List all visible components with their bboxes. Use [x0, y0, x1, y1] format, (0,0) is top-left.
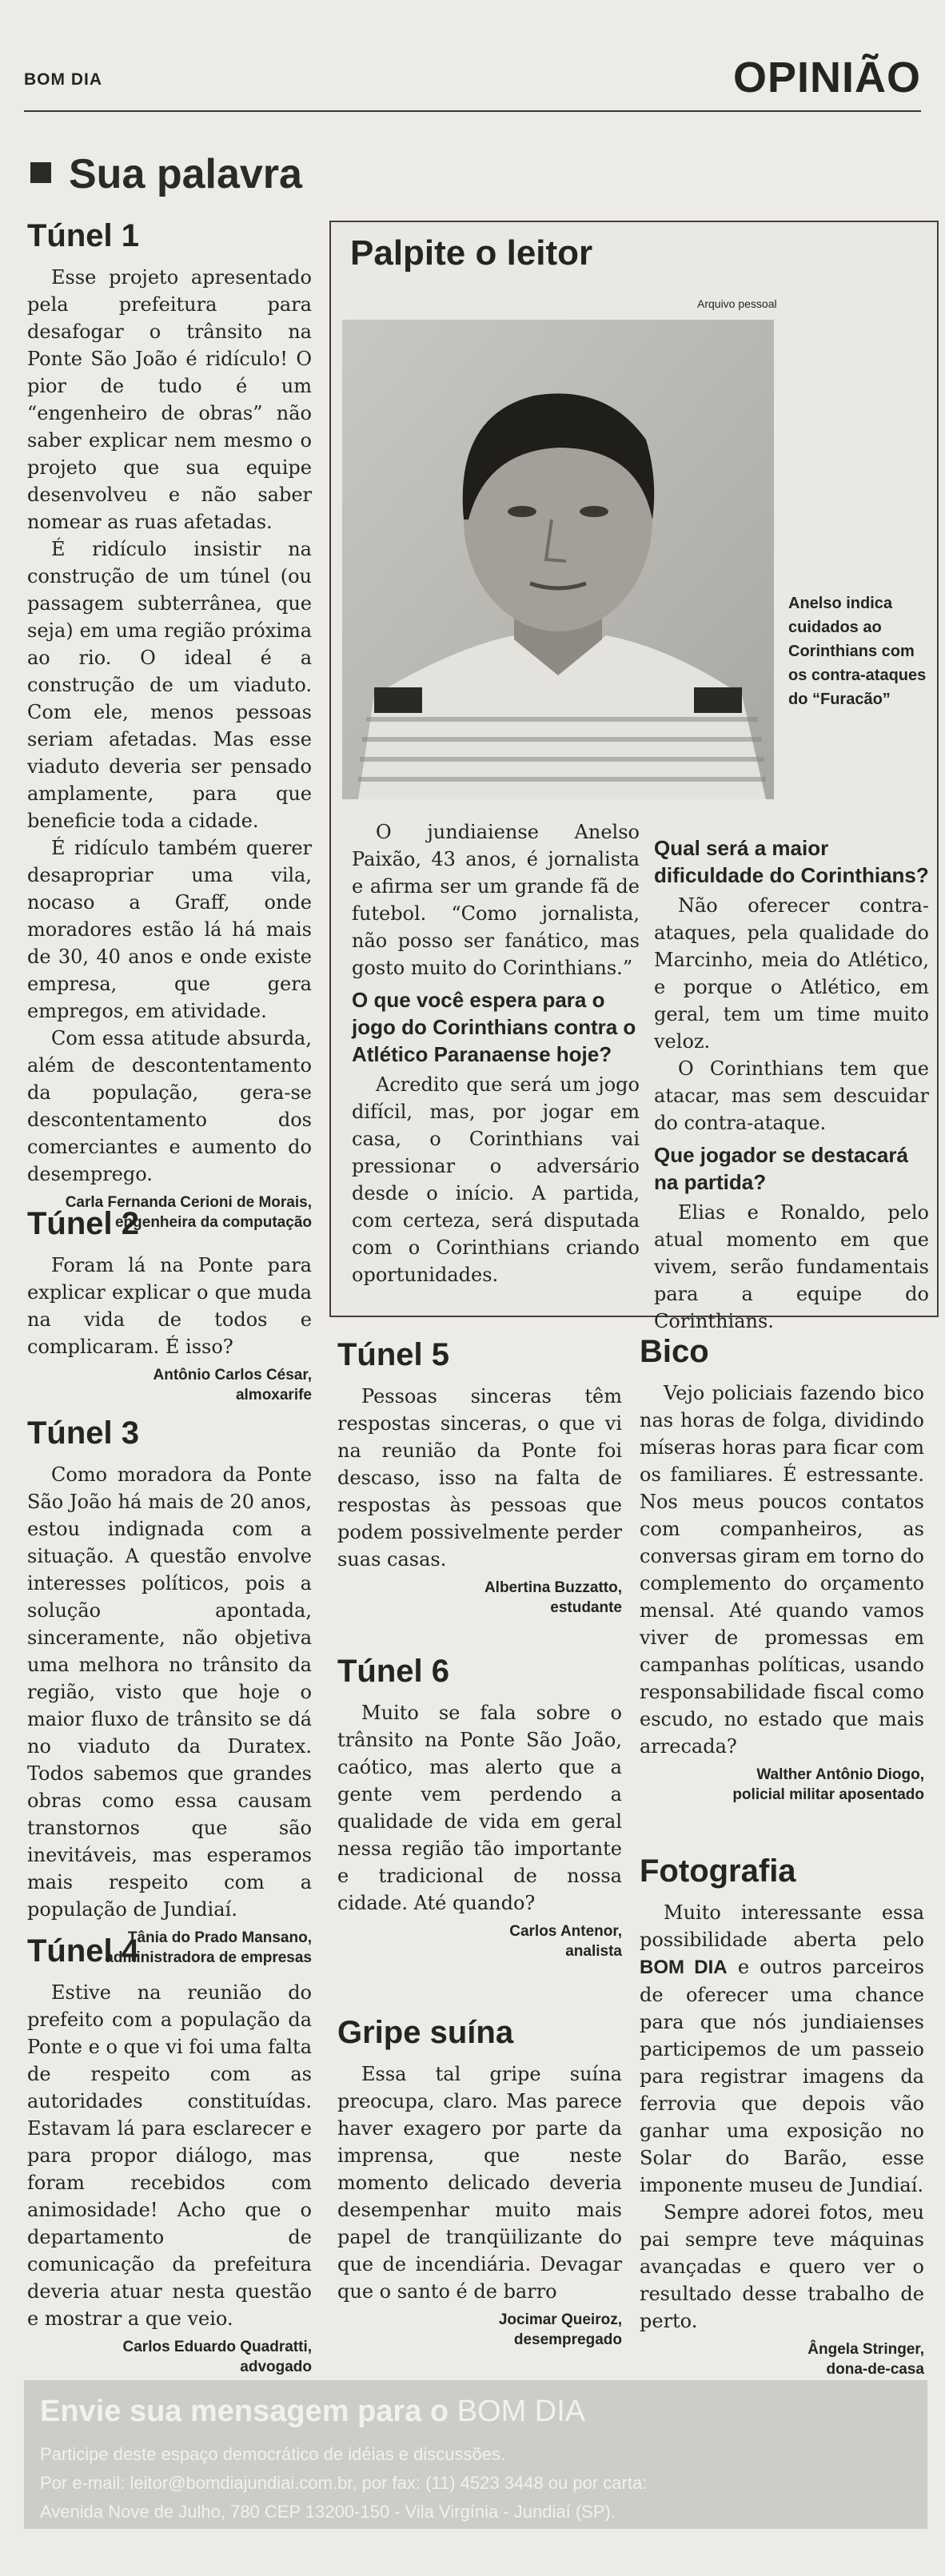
letter-paragraph [640, 1899, 924, 2199]
banner-address-line: Avenida Nove de Julho, 780 CEP 13200-150 - Vila Virgínia - Jundiaí (SP). [40, 2502, 616, 2522]
letter-title: Túnel 3 [27, 1415, 140, 1451]
palpite-answer: O Corinthians tem que atacar, mas sem descuidar do contra-ataque. [654, 1057, 929, 1134]
author-role: desempregado [513, 2331, 622, 2348]
letter-paragraph: Esse projeto apresentado pela prefeitura para desafogar o trânsito na Ponte São João é ridículo! O pior de tudo é um “engenheiro de obras” não saber explicar nem mesmo o projeto que sua equipe desenvolveu e não saber nomear as ruas afetadas. [27, 266, 312, 533]
photo-credit: Arquivo pessoal [697, 297, 777, 310]
palpite-answer: Elias e Ronaldo, pelo atual momento em que vivem, serão fundamentais para a equipe do Corinthians. [654, 1201, 929, 1332]
letter-signature [27, 2337, 312, 2377]
letter-paragraph: Muito se fala sobre o trânsito na Ponte São João, caótico, mas alerto que a gente vem perdendo a qualidade de vida em geral nessa região tão importante e tradicional de nossa cidade. Até quando? [337, 1702, 622, 1914]
author-name: Ângela Stringer, [807, 2341, 924, 2358]
author-name: Albertina Buzzatto, [484, 1579, 622, 1596]
banner-title [40, 2395, 585, 2429]
paragraph-text: e outros parceiros de oferecer uma chance para que nós jundiaienses participemos de um passeio para registrar imagens da ferrovia que depois vão ganhar uma exposição no Solar do Barão, esse imponente museu de Jundiaí. [640, 1956, 924, 2196]
letter-paragraph: É ridículo insistir na construção de um túnel (ou passagem subterrânea, que seja) em uma região próxima ao rio. O ideal é a construção de um viaduto. Com ele, menos pessoas seriam afetadas. Mas esse viaduto deveria ser pensado amplamente, para que beneficie toda a cidade. [27, 538, 312, 832]
letter-title: Fotografia [640, 1853, 796, 1889]
author-role: administradora de empresas [105, 1949, 312, 1966]
palpite-intro: O jundiaiense Anelso Paixão, 43 anos, é jornalista e afirma ser um grande fã de futebol. “Como jornalista, não posso ser fanático, mas gosto muito do Corinthians.” [352, 821, 640, 979]
letter-signature [640, 2339, 924, 2379]
letter-tunel-5 [337, 1336, 622, 1618]
letter-paragraph: Pessoas sinceras têm respostas sinceras, o que vi na reunião da Ponte foi descaso, isso na falta de respostas às pessoas que podem possivelmente perder suas casas. [337, 1385, 622, 1571]
letter-gripe-suina [337, 2014, 622, 2350]
letter-paragraph: Estive na reunião do prefeito com a população da Ponte e o que vi foi uma falta de respeito com as autoridades constituídas. Estavam lá para esclarecer e para propor diálogo, mas foram recebidos com animosidade! Acho que o departamento de comunicação da prefeitura deveria atuar nesta questão e mostrar a que veio. [27, 1981, 312, 2330]
reader-photo [342, 320, 774, 799]
author-name: Jocimar Queiroz, [498, 2311, 622, 2328]
author-role: advogado [240, 2359, 312, 2375]
letter-tunel-1 [27, 217, 312, 1232]
letter-signature [337, 2310, 622, 2350]
author-role: engenheira da computação [114, 1214, 312, 1231]
palpite-question: Qual será a maior dificuldade do Corinthians? [654, 836, 929, 887]
author-role: policial militar aposentado [732, 1786, 924, 1803]
letter-signature [337, 1578, 622, 1618]
letter-paragraph: Com essa atitude absurda, além de descontentamento da população, gera-se descontentamento dos comerciantes e aumento do desemprego. [27, 1027, 312, 1185]
letter-title: Túnel 1 [27, 218, 140, 253]
letter-tunel-3 [27, 1415, 312, 1968]
letter-paragraph: Sempre adorei fotos, meu pai sempre teve máquinas avançadas e quero ver o resultado desse trabalho de perto. [640, 2201, 924, 2332]
letter-tunel-6 [337, 1653, 622, 1961]
letter-signature [640, 1765, 924, 1805]
banner-line: Participe deste espaço democrático de idéias e discussões. [40, 2444, 506, 2464]
letter-paragraph: Foram lá na Ponte para explicar explicar o que muda na vida de todos e complicaram. É isso? [27, 1254, 312, 1358]
letter-title: Túnel 6 [337, 1654, 450, 1689]
author-name: Walther Antônio Diogo, [756, 1766, 924, 1783]
letter-title: Gripe suína [337, 2015, 514, 2050]
author-name: Carlos Eduardo Quadratti, [122, 2339, 312, 2355]
portrait-illustration [342, 320, 774, 799]
letter-title: Túnel 5 [337, 1337, 450, 1372]
letter-title: Túnel 2 [27, 1206, 140, 1241]
newspaper-name: BOM DIA [24, 70, 102, 89]
banner-brand: BOM DIA [457, 2395, 586, 2428]
author-role: almoxarife [235, 1387, 312, 1403]
letter-paragraph: Vejo policiais fazendo bico nas horas de folga, dividindo míseras horas para ficar com os familiares. É estressante. Nos meus poucos contatos com companheiros, as conversas giram em torno do complemento do orçamento mensal. Até quando vamos viver de promessas em campanhas políticas, usando responsabilidade fiscal como escudo, no estado que mais arrecada? [640, 1382, 924, 1758]
palpite-answer: Acredito que será um jogo difícil, mas, por jogar em casa, o Corinthians vai pressionar o adversário desde o início. A partida, com certeza, será disputada com o Corinthians criando oportunidades. [352, 1073, 640, 1286]
letter-paragraph: Essa tal gripe suína preocupa, claro. Mas parece haver exagero por parte da imprensa, que neste momento delicado deveria desempenhar muito mais papel de tranqüilizante do que de incendiária. Devagar que o santo é de barro [337, 2063, 622, 2303]
author-role: estudante [550, 1599, 622, 1616]
page-header [24, 48, 921, 112]
letter-signature [27, 1365, 312, 1405]
letter-tunel-4 [27, 1933, 312, 2377]
palpite-question: O que você espera para o jogo do Corinthians contra o Atlético Paranaense hoje? [352, 988, 636, 1066]
letter-paragraph: Como moradora da Ponte São João há mais de 20 anos, estou indignada com a situação. A questão envolve interesses políticos, pois a solução apontada, sinceramente, não objetiva uma melhora no trânsito da região, visto que hoje o maior fluxo de trânsito se dá no viaduto da Duratex. Todos sabemos que grandes obras como essa causam transtornos que são inevitáveis, mas esperamos mais respeito com a população de Jundiaí. [27, 1463, 312, 1921]
letter-tunel-2 [27, 1205, 312, 1405]
palpite-box [329, 221, 939, 1332]
contact-banner [24, 2380, 927, 2529]
author-name: Antônio Carlos César, [153, 1367, 312, 1384]
palpite-left-column [352, 818, 640, 1288]
author-name: Tânia do Prado Mansano, [127, 1929, 312, 1946]
palpite-title: Palpite o leitor [350, 233, 593, 273]
author-role: analista [565, 1943, 622, 1960]
photo-caption: Anelso indica cuidados ao Corinthians com os contra-ataques do “Furacão” [788, 595, 927, 708]
letter-paragraph: É ridículo também querer desapropriar uma vila, nocaso a Graff, onde moradores estão lá há mais de 30, 40 anos e onde existe empresa, que gera empregos, em atividade. [27, 837, 312, 1022]
column-title [30, 150, 302, 198]
letter-signature [337, 1921, 622, 1961]
section-title: OPINIÃO [732, 54, 921, 102]
author-name: Carlos Antenor, [509, 1923, 622, 1940]
palpite-right-column [654, 830, 929, 1335]
column-title-text: Sua palavra [69, 151, 302, 197]
palpite-question: Que jogador se destacará na partida? [654, 1143, 908, 1194]
author-name: Carla Fernanda Cerioni de Morais, [65, 1194, 312, 1211]
banner-title-text: Envie sua mensagem para o [40, 2395, 457, 2428]
brand-name: BOM DIA [640, 1957, 728, 1978]
paragraph-text: Muito interessante essa possibilidade aberta pelo [640, 1901, 924, 1951]
letter-fotografia [640, 1853, 924, 2379]
letter-title: Bico [640, 1334, 709, 1369]
letter-title: Túnel 4 [27, 1933, 140, 1969]
author-role: dona-de-casa [826, 2361, 924, 2378]
banner-contact-line: Por e-mail: leitor@bomdiajundiai.com.br, por fax: (11) 4523 3448 ou por carta: [40, 2473, 648, 2493]
letter-bico [640, 1333, 924, 1805]
square-bullet-icon [30, 162, 51, 183]
palpite-answer: Não oferecer contra-ataques, pela qualidade do Marcinho, meia do Atlético, e porque o Atlético, em geral, tem um time muito veloz. [654, 894, 929, 1053]
